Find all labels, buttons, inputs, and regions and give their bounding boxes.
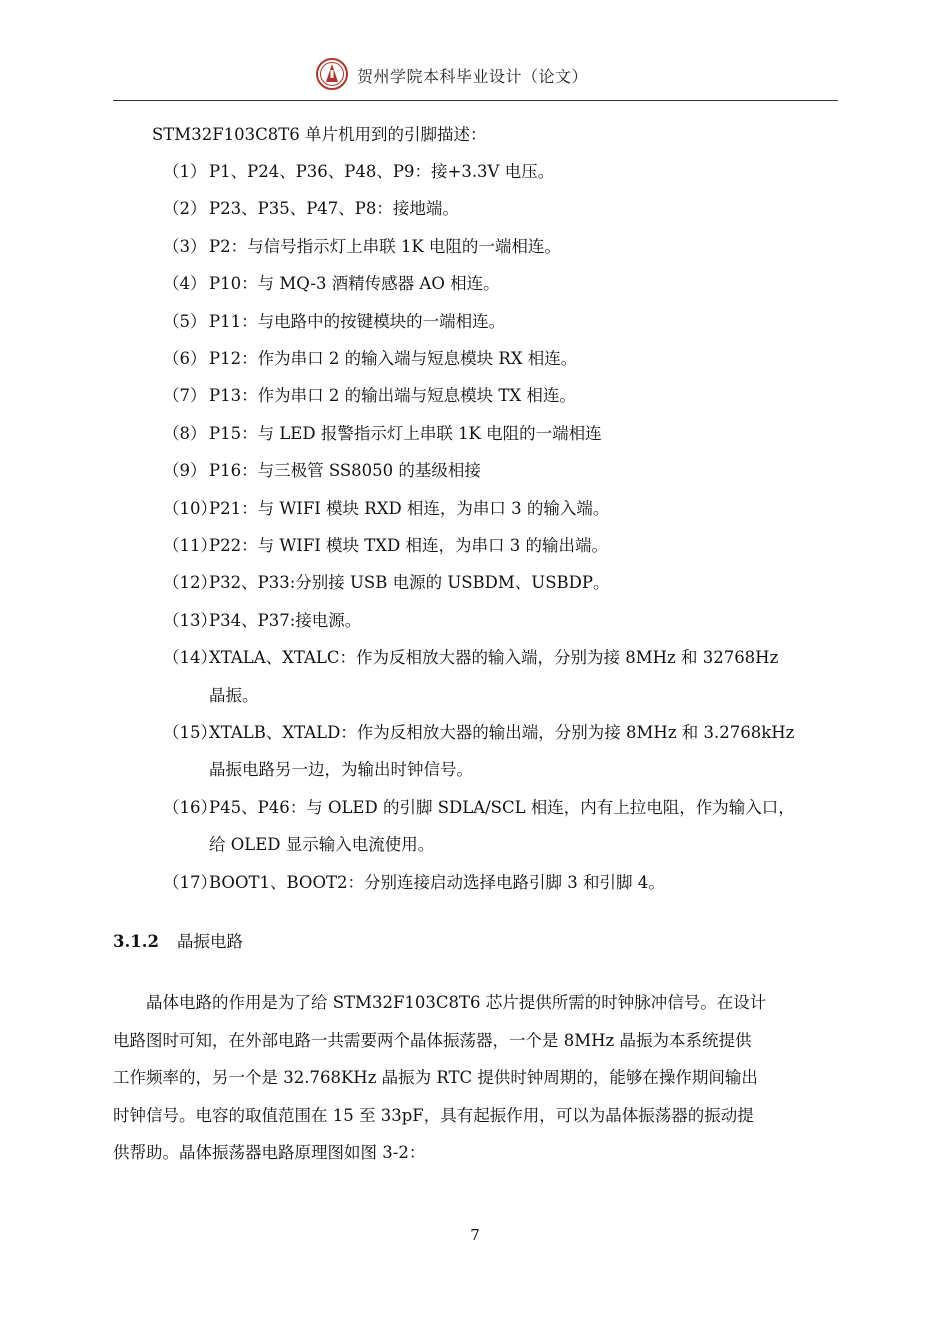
paragraph-line: 时钟信号。电容的取值范围在 15 至 33pF，具有起振作用，可以为晶体振荡器的振动提 — [113, 1105, 754, 1125]
list-item — [163, 382, 576, 406]
paragraph-line: 晶体电路的作用是为了给 STM32F103C8T6 芯片提供所需的时钟脉冲信号。在设计 — [113, 993, 767, 1012]
list-item-text: P45、P46：与 OLED 的引脚 SDLA/SCL 相连，内有上拉电阻，作为输入口， — [209, 797, 795, 817]
section-number: 3.1.2 — [113, 932, 159, 951]
list-item-number: （6） — [163, 349, 207, 368]
list-item-number: （13） — [163, 610, 217, 630]
list-item-text: P32、P33:分别接 USB 电源的 USBDM、USBDP。 — [209, 573, 610, 593]
list-item-number: （11） — [163, 536, 217, 555]
list-item-continuation: 晶振。 — [209, 685, 259, 705]
list-item-number: （9） — [163, 461, 207, 481]
list-item-number: （4） — [163, 274, 207, 294]
list-item — [163, 233, 561, 257]
list-item-text: P15：与 LED 报警指示灯上串联 1K 电阻的一端相连 — [209, 423, 602, 443]
list-item-number: （15） — [163, 723, 217, 742]
list-item-text: BOOT1、BOOT2：分别连接启动选择电路引脚 3 和引脚 4。 — [209, 872, 665, 892]
list-item — [163, 532, 608, 556]
list-item-text: P34、P37:接电源。 — [209, 610, 362, 630]
paragraph-line: 工作频率的，另一个是 32.768KHz 晶振为 RTC 提供时钟周期的，能够在操作期间输出 — [113, 1068, 758, 1087]
list-item — [163, 308, 505, 332]
list-item-text: P1、P24、P36、P48、P9：接+3.3V 电压。 — [209, 162, 555, 181]
list-item-text: P12：作为串口 2 的输入端与短息模块 RX 相连。 — [209, 349, 578, 368]
university-logo-icon — [316, 58, 348, 90]
section-title: 晶振电路 — [176, 932, 243, 951]
section-heading — [113, 928, 243, 952]
list-item-continuation: 给 OLED 显示输入电流使用。 — [209, 835, 435, 855]
list-item-number: （16） — [163, 797, 217, 817]
list-item-number: （8） — [163, 423, 207, 443]
list-item-text: XTALA、XTALC：作为反相放大器的输入端，分别为接 8MHz 和 32768Hz — [209, 648, 779, 668]
paragraph-line: 供帮助。晶体振荡器电路原理图如图 3-2： — [113, 1143, 426, 1162]
list-item — [163, 158, 554, 182]
list-item — [163, 644, 778, 668]
list-item-text: P2：与信号指示灯上串联 1K 电阻的一端相连。 — [209, 236, 561, 256]
list-item-text: P10：与 MQ-3 酒精传感器 AO 相连。 — [209, 274, 500, 294]
list-item-number: （12） — [163, 573, 217, 593]
list-item-continuation: 晶振电路另一边，为输出时钟信号。 — [209, 760, 473, 780]
list-item — [163, 345, 577, 369]
list-item-text: P21：与 WIFI 模块 RXD 相连，为串口 3 的输入端。 — [209, 498, 610, 518]
list-item-number: （3） — [163, 236, 207, 256]
list-item — [163, 569, 609, 593]
list-item — [163, 270, 500, 294]
list-item — [163, 719, 794, 743]
list-item-text: XTALB、XTALD：作为反相放大器的输出端，分别为接 8MHz 和 3.2768kHz — [209, 723, 795, 742]
list-item-text: P16：与三极管 SS8050 的基级相接 — [209, 461, 481, 481]
list-item-number: （7） — [163, 386, 207, 406]
list-item — [163, 420, 602, 444]
list-item — [163, 495, 609, 519]
list-item-number: （1） — [163, 162, 207, 181]
list-item-number: （2） — [163, 199, 207, 219]
header-title: 贺州学院本科毕业设计（论文） — [357, 67, 589, 86]
list-item — [163, 457, 481, 481]
list-item — [163, 869, 665, 893]
list-item-number: （17） — [163, 872, 217, 892]
list-item — [163, 794, 795, 818]
list-item-number: （5） — [163, 311, 207, 331]
list-item — [163, 195, 459, 219]
list-item-text: P23、P35、P47、P8：接地端。 — [209, 199, 459, 219]
list-item-number: （10） — [163, 498, 217, 518]
list-item-text: P13：作为串口 2 的输出端与短息模块 TX 相连。 — [209, 386, 576, 406]
page-number: 7 — [470, 1226, 480, 1244]
paragraph-line: 电路图时可知，在外部电路一共需要两个晶体振荡器，一个是 8MHz 晶振为本系统提供 — [113, 1030, 752, 1050]
list-item-text: P22：与 WIFI 模块 TXD 相连，为串口 3 的输出端。 — [209, 536, 608, 555]
pin-description-intro: STM32F103C8T6 单片机用到的引脚描述： — [152, 125, 487, 144]
list-item — [163, 607, 361, 631]
list-item-number: （14） — [163, 648, 217, 668]
page-header — [113, 56, 838, 101]
list-item-text: P11：与电路中的按键模块的一端相连。 — [209, 311, 506, 331]
